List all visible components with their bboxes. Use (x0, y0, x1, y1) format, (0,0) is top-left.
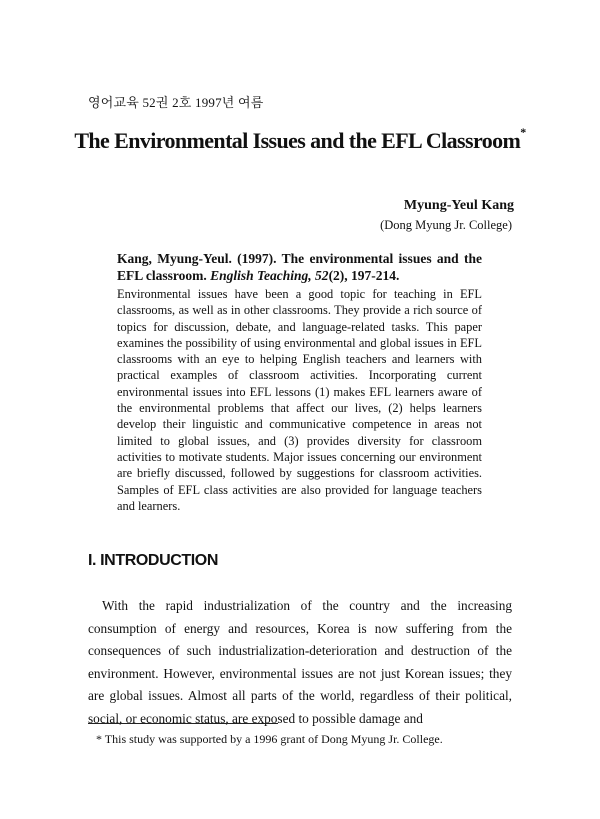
citation-pre: Kang, Myung-Yeul. (1997). The environmental issues and the EFL classroom. (117, 251, 482, 283)
abstract: Environmental issues have been a good topic for teaching in EFL classrooms, as well as in other classrooms. They provide a rich source of topics for discussion, debate, and language-related tasks. This paper examines the possibility of using environmental and global issues in EFL classrooms with an eye to helping English teachers and learners with practical examples of classroom activities. Incorporating current environmental issues into EFL lessons (1) makes EFL learners aware of the environmental problems that affect our lives, (2) helps learners develop their linguistic and communicative competence in areas not limited to global issues, and (3) provides diversity for classroom activities to motivate students. Major issues concerning our environment are briefly discussed, followed by suggestions for classroom activities. Samples of EFL class activities are also provided for language teachers and learners. (117, 287, 482, 513)
journal-header: 영어교육 52권 2호 1997년 여름 (88, 95, 264, 110)
citation-journal: English Teaching, 52 (210, 268, 329, 283)
paper-title (0, 124, 600, 154)
body-paragraph: With the rapid industrialization of the country and the increasing consumption of energy and resources, Korea is now suffering from the consequences of such industrialization-deterioration and destruction of the environment. However, environmental issues are not just Korean issues; they are global issues. Almost all parts of the world, regardless of their political, social, or economic status, are exposed to possible damage and (88, 598, 512, 726)
citation-post: (2), 197-214. (328, 268, 400, 283)
title-text: The Environmental Issues and the EFL Classroom (74, 128, 521, 153)
author-name: Myung-Yeul Kang (403, 198, 514, 213)
footnote: * This study was supported by a 1996 grant of Dong Myung Jr. College. (96, 732, 443, 746)
author-affiliation: (Dong Myung Jr. College) (380, 218, 512, 232)
title-footnote-mark: * (520, 124, 526, 139)
footnote-rule (88, 723, 278, 724)
section-heading: I. INTRODUCTION (88, 552, 218, 569)
citation (117, 250, 482, 284)
